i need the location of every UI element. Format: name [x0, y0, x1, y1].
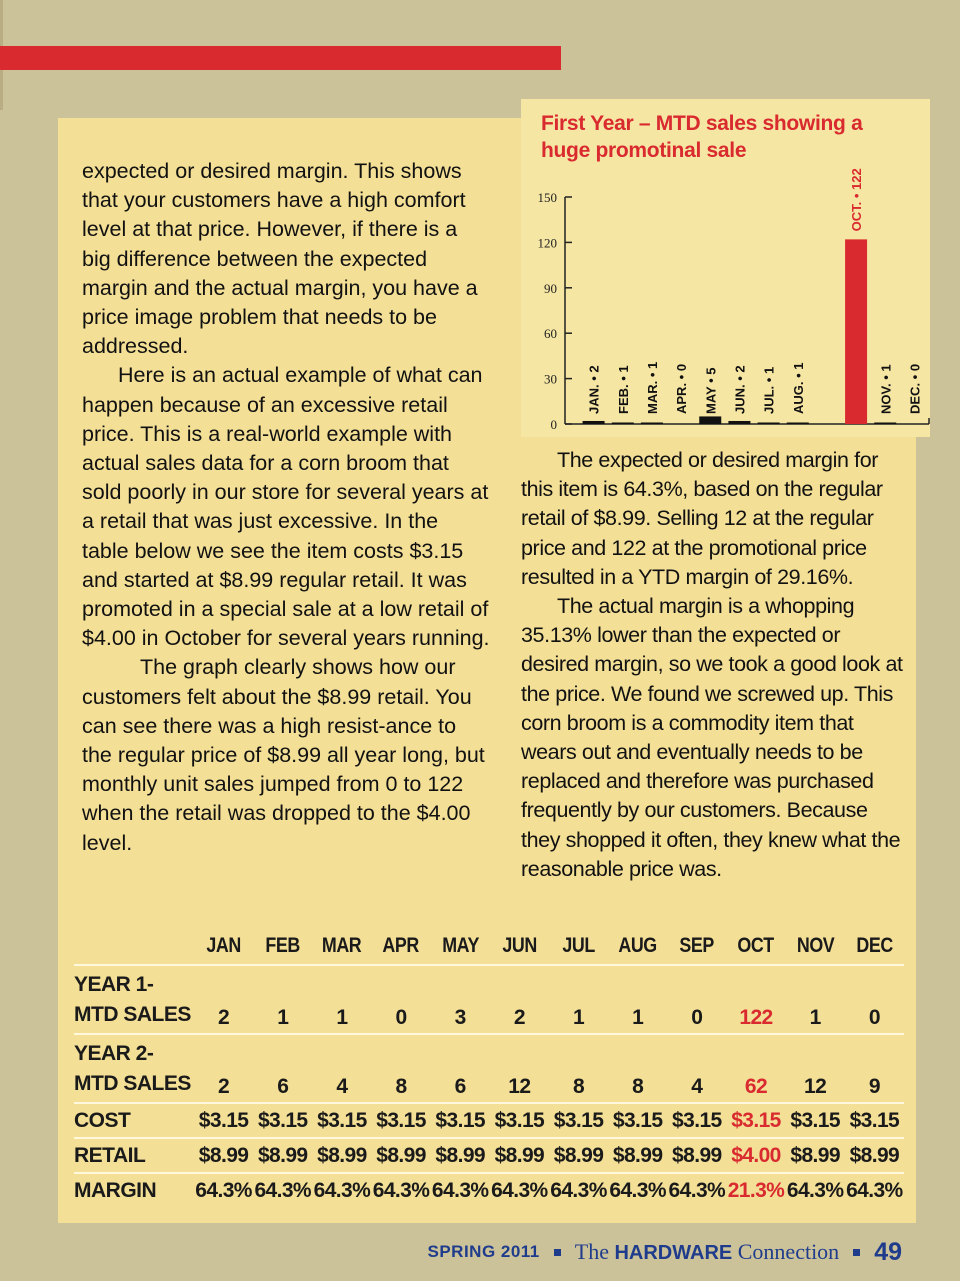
table-cell: 64.3%	[312, 1173, 371, 1207]
red-header-bar	[0, 46, 561, 70]
left-paragraph-3: The graph clearly shows how our customers felt about the $8.99 retail. You can see there was a high resist-ance to the regular price of $8.99 all year long, but monthly unit sales jumped from 0 to 122 when the retail was dropped to the $4.00 level.	[82, 655, 485, 855]
table-cell: 64.3%	[194, 1173, 253, 1207]
row-label-line: YEAR 2-	[74, 1042, 154, 1065]
table-cell: 64.3%	[431, 1173, 490, 1207]
table-header-cell: JUN	[494, 928, 544, 965]
chart-bar	[787, 422, 809, 424]
table-cell: $3.15	[431, 1103, 490, 1138]
bar-label: DEC. • 0	[907, 363, 923, 414]
table-row	[74, 965, 904, 1034]
row-label-line: YEAR 1-	[74, 973, 154, 996]
table-cell: 64.3%	[549, 1173, 608, 1207]
footer-season: SPRING 2011	[427, 1242, 540, 1261]
table-cell: 64.3%	[667, 1173, 726, 1207]
table-cell: 21.3%	[726, 1173, 785, 1207]
table-cell: 9	[845, 1034, 904, 1103]
table-header-cell: JUL	[553, 928, 603, 965]
table-header-cell: OCT	[731, 928, 781, 965]
bar-label: JAN. • 2	[586, 365, 602, 414]
table-cell: $3.15	[608, 1103, 667, 1138]
table-cell: $3.15	[253, 1103, 312, 1138]
table-cell: 64.3%	[253, 1173, 312, 1207]
magazine-name	[575, 1239, 839, 1265]
left-paragraph-2: Here is an actual example of what can happen because of an excessive retail price. This is a real-world example with actual sales data for a corn broom that sold poorly in our store for several years at a retail that was just excessive. In the table below we see the item costs $3.15 and started at $8.99 regular retail. It was promoted in a special sale at a low retail of $4.00 in October for several years running.	[82, 363, 490, 651]
table-cell: 1	[253, 965, 312, 1034]
table-cell: $3.15	[667, 1103, 726, 1138]
page-number: 49	[874, 1237, 902, 1266]
table-header-cell: APR	[376, 928, 426, 965]
table-header-cell: MAR	[317, 928, 367, 965]
table-cell: $8.99	[490, 1138, 549, 1173]
table-cell: 1	[608, 965, 667, 1034]
table-cell: $8.99	[371, 1138, 430, 1173]
bar-label: MAR. • 1	[644, 361, 660, 414]
table-cell: $8.99	[786, 1138, 845, 1173]
bar-label: JUL. • 1	[761, 366, 777, 414]
right-paragraph-2: The actual margin is a whopping 35.13% lower than the expected or desired margin, so we took a good look at the price. We found we screwed up. This corn broom is a commodity item that wears out and eventually needs to be replaced and therefore was purchased frequently by our customers. Because they shopped it often, they knew what the reasonable price was.	[521, 594, 903, 881]
row-label-line: MTD SALES	[74, 1003, 191, 1026]
table-header-cell: JAN	[198, 928, 248, 965]
table-cell: 64.3%	[608, 1173, 667, 1207]
table-row	[74, 1138, 904, 1173]
table-cell: $8.99	[194, 1138, 253, 1173]
bar-label: JUN. • 2	[732, 365, 748, 414]
chart-bar	[874, 422, 896, 424]
table-cell: $3.15	[726, 1103, 785, 1138]
chart-bar	[758, 422, 780, 424]
chart-title: First Year – MTD sales showing a huge promotinal sale	[541, 112, 863, 162]
bar-label: AUG. • 1	[790, 362, 806, 414]
magazine-the: The	[574, 1239, 609, 1264]
magazine-connection: Connection	[737, 1239, 840, 1264]
table-cell: $3.15	[490, 1103, 549, 1138]
table-cell: $8.99	[608, 1138, 667, 1173]
page-footer	[427, 1236, 902, 1268]
table-cell: $3.15	[194, 1103, 253, 1138]
table-cell: 122	[726, 965, 785, 1034]
bar-label: MAY • 5	[703, 367, 719, 414]
chart-bar	[612, 422, 634, 424]
table-header-cell: MAY	[435, 928, 485, 965]
chart-bar	[845, 239, 867, 424]
table-cell: $3.15	[845, 1103, 904, 1138]
square-bullet-icon	[853, 1249, 860, 1256]
square-bullet-icon	[554, 1249, 561, 1256]
table-cell: 12	[786, 1034, 845, 1103]
table-header-cell: FEB	[258, 928, 308, 965]
row-label	[74, 1138, 194, 1173]
row-label	[74, 1103, 194, 1138]
row-label-line: MTD SALES	[74, 1072, 191, 1095]
right-column	[521, 446, 906, 884]
table-cell: 8	[371, 1034, 430, 1103]
table-cell: 64.3%	[490, 1173, 549, 1207]
row-label	[74, 1173, 194, 1207]
table-cell: 8	[549, 1034, 608, 1103]
table-cell: 6	[253, 1034, 312, 1103]
table-header-cell: NOV	[790, 928, 840, 965]
left-column	[82, 157, 490, 858]
table-cell: $8.99	[312, 1138, 371, 1173]
table-cell: $3.15	[549, 1103, 608, 1138]
row-label-line: RETAIL	[74, 1143, 146, 1167]
row-label	[74, 965, 194, 1034]
table-header-cell: AUG	[613, 928, 663, 965]
row-label-line: MARGIN	[74, 1178, 157, 1202]
table-row	[74, 1173, 904, 1207]
table-cell: 64.3%	[845, 1173, 904, 1207]
table-cell: $8.99	[253, 1138, 312, 1173]
bar-label: APR. • 0	[674, 363, 690, 414]
table-row	[74, 1034, 904, 1103]
table-cell: $8.99	[667, 1138, 726, 1173]
table-cell: $3.15	[312, 1103, 371, 1138]
table-cell: 6	[431, 1034, 490, 1103]
table-cell: 12	[490, 1034, 549, 1103]
table-cell: 0	[845, 965, 904, 1034]
table-cell: 1	[549, 965, 608, 1034]
y-tick-label: 60	[544, 326, 557, 342]
table-cell: $8.99	[431, 1138, 490, 1173]
magazine-hardware: HARDWARE	[614, 1242, 733, 1264]
bar-label: NOV. • 1	[878, 364, 894, 414]
bar-label: FEB. • 1	[615, 365, 631, 414]
chart-bar	[583, 421, 605, 424]
table-body	[74, 965, 904, 1207]
table-cell: 0	[371, 965, 430, 1034]
right-paragraph-1: The expected or desired margin for this item is 64.3%, based on the regular retail of $8.99. Selling 12 at the regular price and 122 at the promotional price resulted in a YTD margin of 29.16%.	[521, 448, 883, 589]
table-cell: 64.3%	[786, 1173, 845, 1207]
chart-bar	[728, 421, 750, 424]
table-row	[74, 1103, 904, 1138]
table-cell: 1	[786, 965, 845, 1034]
table-header-cell	[83, 928, 185, 965]
sales-data-table	[74, 928, 904, 1207]
sales-bar-chart	[521, 99, 930, 437]
y-tick-label: 0	[550, 417, 557, 432]
table-cell: $8.99	[549, 1138, 608, 1173]
row-label-line: COST	[74, 1108, 131, 1132]
table-cell: $8.99	[845, 1138, 904, 1173]
table-cell: 0	[667, 965, 726, 1034]
y-tick-label: 150	[537, 190, 557, 205]
table-cell: $3.15	[786, 1103, 845, 1138]
table-cell: $4.00	[726, 1138, 785, 1173]
chart-bar	[699, 416, 721, 424]
table-cell: 2	[194, 1034, 253, 1103]
y-tick-label: 90	[544, 280, 557, 296]
y-tick-label: 120	[537, 235, 557, 251]
table-cell: 1	[312, 965, 371, 1034]
left-paragraph-1: expected or desired margin. This shows that your customers have a high comfort level at that price. However, if there is a big difference between the expected margin and the actual margin, you have a price image problem that needs to be addressed.	[82, 159, 478, 359]
table-header-cell: DEC	[849, 928, 899, 965]
table-cell: 2	[490, 965, 549, 1034]
table-header-row	[74, 928, 904, 965]
bar-label: OCT. • 122	[849, 168, 865, 232]
table-cell: 64.3%	[371, 1173, 430, 1207]
chart-bar	[641, 422, 663, 424]
table-header-cell: SEP	[672, 928, 722, 965]
table-cell: 3	[431, 965, 490, 1034]
table-cell: 2	[194, 965, 253, 1034]
y-tick-label: 30	[544, 371, 557, 387]
table-cell: 4	[312, 1034, 371, 1103]
table-cell: 8	[608, 1034, 667, 1103]
table-cell: 62	[726, 1034, 785, 1103]
row-label	[74, 1034, 194, 1103]
table-cell: $3.15	[371, 1103, 430, 1138]
table-cell: 4	[667, 1034, 726, 1103]
